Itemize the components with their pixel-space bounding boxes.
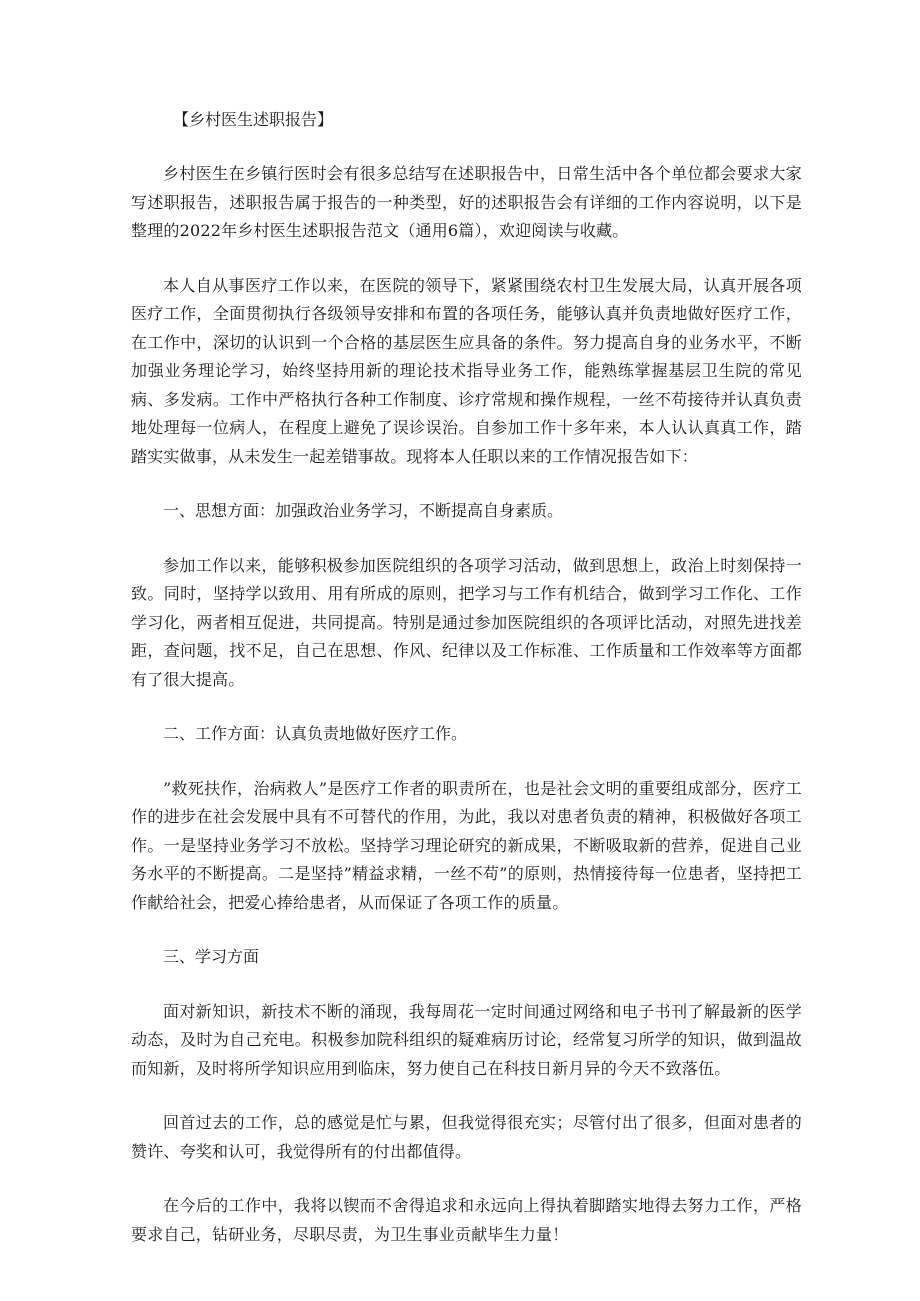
body-paragraph: 参加工作以来，能够积极参加医院组织的各项学习活动，做到思想上，政治上时刻保持一致。同时，坚持学以致用、用有所成的原则，把学习与工作有机结合，做到学习工作化、工作学习化，两者相互促进，共同提高。特别是通过参加医院组织的各项评比活动，对照先进找差距，查问题，找不足，自己在思想、作风、纪律以及工作标准、工作质量和工作效率等方面都有了很大提高。 [131, 555, 802, 689]
body-paragraph: 本人自从事医疗工作以来，在医院的领导下，紧紧围绕农村卫生发展大局，认真开展各项医疗工作，全面贯彻执行各级领导安排和布置的各项任务，能够认真并负责地做好医疗工作，在工作中，深切的认识到一个合格的基层医生应具备的条件。努力提高自身的业务水平，不断加强业务理论学习，始终坚持用新的理论技术指导业务工作，能熟练掌握基层卫生院的常见病、多发病。工作中严格执行各种工作制度、诊疗常规和操作规程，一丝不苟接待并认真负责地处理每一位病人，在程度上避免了误诊误治。自参加工作十多年来，本人认认真真工作，踏踏实实做事，从未发生一起差错事故。现将本人任职以来的工作情况报告如下： [131, 275, 802, 466]
document-title: 【乡村医生述职报告】 [173, 110, 334, 129]
closing-paragraph: 在今后的工作中，我将以锲而不舍得追求和永远向上得执着脚踏实地得去努力工作，严格要求自己，钻研业务，尽职尽责，为卫生事业贡献毕生力量！ [131, 1196, 802, 1244]
body-paragraph: 回首过去的工作，总的感觉是忙与累，但我觉得很充实；尽管付出了很多，但面对患者的赞许、夸奖和认可，我觉得所有的付出都值得。 [131, 1113, 802, 1161]
intro-paragraph: 乡村医生在乡镇行医时会有很多总结写在述职报告中，日常生活中各个单位都会要求大家写述职报告，述职报告属于报告的一种类型，好的述职报告会有详细的工作内容说明，以下是整理的2022年乡村医生述职报告范文（通用6篇），欢迎阅读与收藏。 [131, 164, 802, 240]
section-heading-thought: 一、思想方面：加强政治业务学习，不断提高自身素质。 [163, 501, 564, 520]
section-heading-study: 三、学习方面 [163, 947, 260, 966]
section-heading-work: 二、工作方面：认真负责地做好医疗工作。 [163, 724, 468, 743]
body-paragraph: 面对新知识，新技术不断的涌现，我每周花一定时间通过网络和电子书刊了解最新的医学动态，及时为自己充电。积极参加院科组织的疑难病历讨论，经常复习所学的知识，做到温故而知新，及时将所学知识应用到临床，努力使自己在科技日新月异的今天不致落伍。 [131, 1001, 802, 1078]
body-paragraph: ”救死扶作，治病救人”是医疗工作者的职责所在，也是社会文明的重要组成部分，医疗工作的进步在社会发展中具有不可替代的作用，为此，我以对患者负责的精神，积极做好各项工作。一是坚持业务学习不放松。坚持学习理论研究的新成果，不断吸取新的营养，促进自己业务水平的不断提高。二是坚持”精益求精，一丝不苟”的原则，热情接待每一位患者，坚持把工作献给社会，把爱心捧给患者，从而保证了各项工作的质量。 [131, 778, 802, 912]
